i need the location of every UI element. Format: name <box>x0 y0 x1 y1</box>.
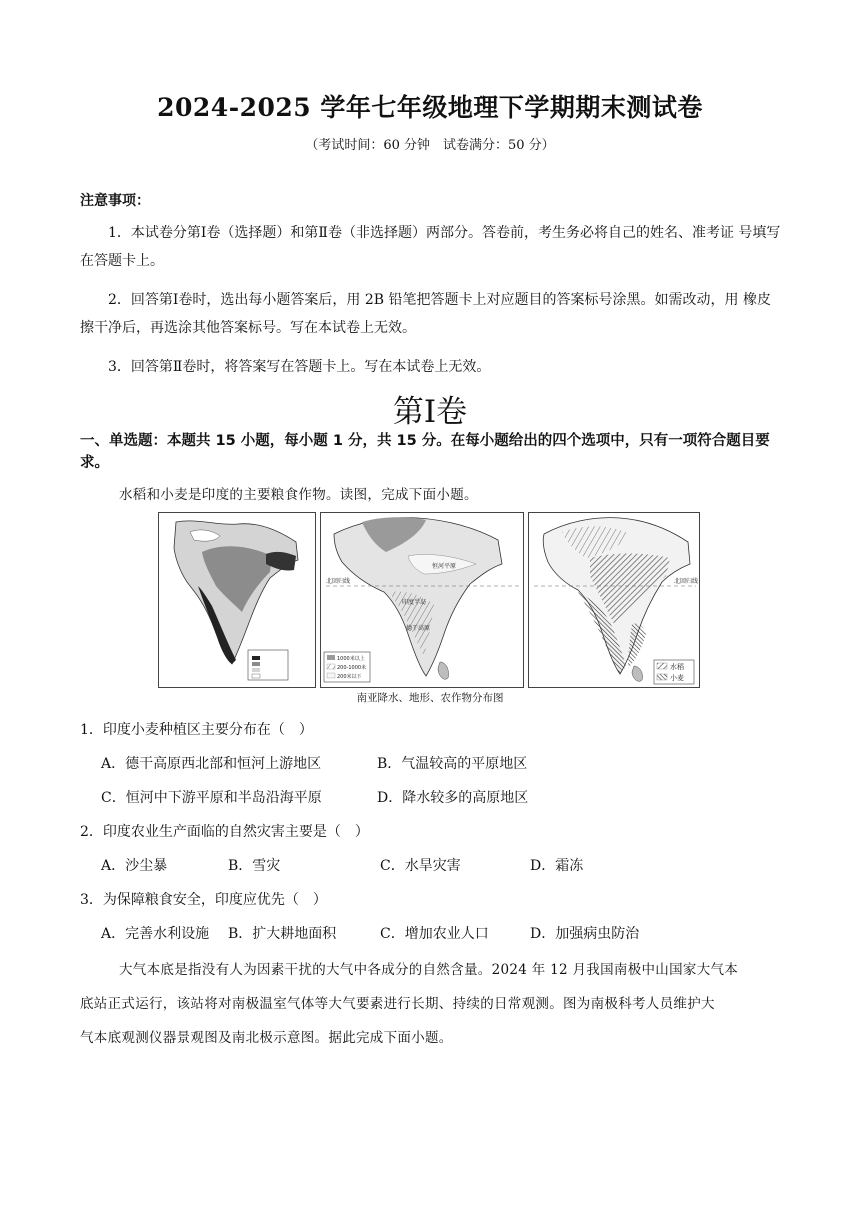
question-3-option-c: C．增加农业人口 <box>380 926 489 942</box>
exam-subtitle: （考试时间：60 分钟 试卷满分：50 分） <box>305 138 555 153</box>
label-ganges-plain: 恒河平原 <box>432 563 457 570</box>
landform-map <box>321 513 524 688</box>
label-tropic-cancer-2: 北回归线 <box>326 578 351 585</box>
south-asia-maps-figure <box>158 512 700 688</box>
precipitation-map <box>159 513 316 688</box>
question-3-option-d: D．加强病虫防治 <box>530 926 640 942</box>
intro-text-2-line-1: 大气本底是指没有人为因素干扰的大气中各成分的自然含量。2024 年 12 月我国南极中山国家大气本 <box>119 962 739 978</box>
question-1-option-a: A．德干高原西北部和恒河上游地区 <box>101 756 322 772</box>
question-2-option-b: B．雪灾 <box>228 858 281 874</box>
question-3-option-b: B．扩大耕地面积 <box>228 926 337 942</box>
question-2-stem: 2．印度农业生产面临的自然灾害主要是（ ） <box>80 824 369 840</box>
section-heading: 一、单选题：本题共 15 小题，每小题 1 分，共 15 分。在每小题给出的四个选项中，只有一项符合题目要求。 <box>80 433 770 471</box>
intro-text-2-line-3: 气本底观测仪器景观图及南北极示意图。据此完成下面小题。 <box>80 1030 453 1046</box>
legend-rice: 水稻 <box>670 663 684 671</box>
question-1-option-d: D．降水较多的高原地区 <box>377 790 529 806</box>
volume-title: 第Ⅰ卷 <box>392 394 468 430</box>
legend-wheat: 小麦 <box>670 674 684 682</box>
legend-above-1000: 1000米以上 <box>337 656 365 662</box>
maps-svg <box>158 512 700 688</box>
question-2-option-d: D．霜冻 <box>530 858 584 874</box>
notice-item-1: 1．本试卷分第Ⅰ卷（选择题）和第Ⅱ卷（非选择题）两部分。答卷前，考生务必将自己的姓名、准考证 号填写在答题卡上。 <box>80 225 781 269</box>
figure-caption: 南亚降水、地形、农作物分布图 <box>356 692 504 704</box>
question-3-option-a: A．完善水利设施 <box>101 926 210 942</box>
label-tropic-cancer-3: 北回归线 <box>674 578 699 585</box>
question-2-option-c: C．水旱灾害 <box>380 858 461 874</box>
notice-item-2: 2．回答第Ⅰ卷时，选出每小题答案后，用 2B 铅笔把答题卡上对应题目的答案标号涂黑。如需改动，用 橡皮擦干净后，再选涂其他答案标号。写在本试卷上无效。 <box>80 292 771 336</box>
crop-map <box>529 513 700 688</box>
notice-item-3: 3．回答第Ⅱ卷时，将答案写在答题卡上。写在本试卷上无效。 <box>108 359 491 375</box>
intro-text-1: 水稻和小麦是印度的主要粮食作物。读图，完成下面小题。 <box>119 487 478 503</box>
label-indian-peninsula: 印度半岛 <box>402 599 427 606</box>
notice-heading: 注意事项： <box>80 193 150 209</box>
question-1-stem: 1．印度小麦种植区主要分布在（ ） <box>80 722 313 738</box>
exam-title: 2024-2025 学年七年级地理下学期期末测试卷 <box>157 93 703 122</box>
question-1-option-c: C．恒河中下游平原和半岛沿海平原 <box>101 790 322 806</box>
label-deccan-plateau: 德干高原 <box>406 625 431 632</box>
question-2-option-a: A．沙尘暴 <box>101 858 168 874</box>
question-1-option-b: B．气温较高的平原地区 <box>377 756 528 772</box>
legend-below-200: 200米以下 <box>337 674 362 680</box>
intro-text-2-line-2: 底站正式运行，该站将对南极温室气体等大气要素进行长期、持续的日常观测。图为南极科考人员维护大 <box>80 996 715 1012</box>
legend-200-1000: 200-1000米 <box>337 665 367 671</box>
question-3-stem: 3．为保障粮食安全，印度应优先（ ） <box>80 892 327 908</box>
